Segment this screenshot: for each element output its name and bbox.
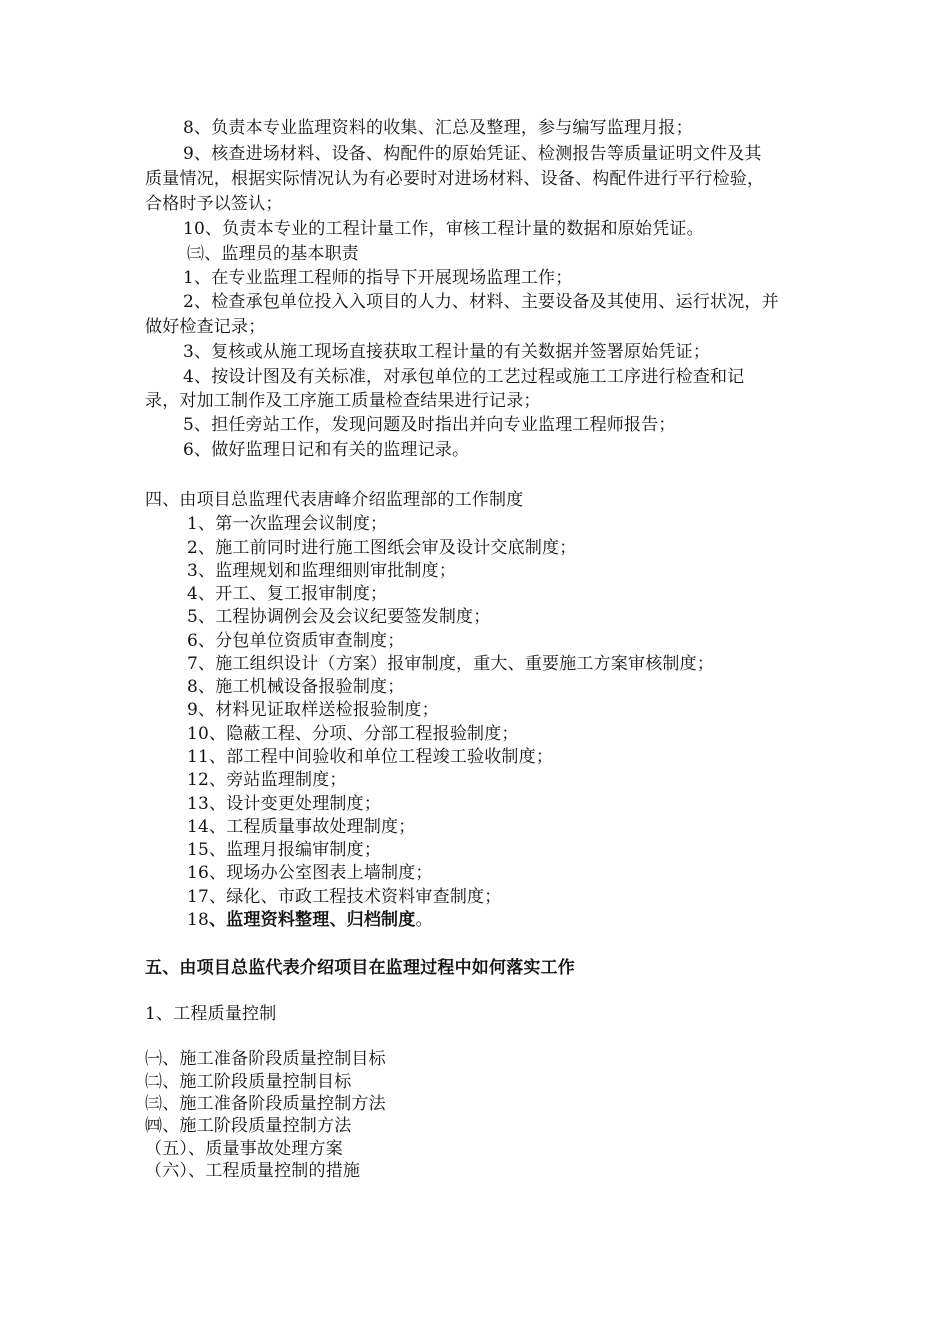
rule-item: 7、施工组织设计（方案）报审制度，重大、重要施工方案审核制度；	[187, 654, 715, 674]
quality-item: ㈡、施工阶段质量控制目标	[145, 1072, 352, 1092]
duty-5: 5、担任旁站工作，发现问题及时指出并向专业监理工程师报告；	[183, 415, 676, 435]
rule-item-18	[187, 908, 433, 932]
rule-item: 2、施工前同时进行施工图纸会审及设计交底制度；	[187, 538, 577, 558]
clause-9-line-3: 合格时予以签认；	[145, 194, 283, 214]
rule-item: 9、材料见证取样送检报验制度；	[187, 700, 439, 720]
rule-item: 14、工程质量事故处理制度；	[187, 817, 416, 837]
rule-item-18-number: 18	[187, 910, 210, 930]
quality-item: （五）、质量事故处理方案	[145, 1139, 343, 1159]
duty-1: 1、在专业监理工程师的指导下开展现场监理工作；	[183, 268, 573, 288]
rule-item: 4、开工、复工报审制度；	[187, 584, 388, 604]
duty-4-line-1: 4、按设计图及有关标准，对承包单位的工艺过程或施工工序进行检查和记	[183, 367, 745, 387]
rule-item: 6、分包单位资质审查制度；	[187, 631, 405, 651]
quality-item: ㈠、施工准备阶段质量控制目标	[145, 1049, 386, 1069]
duty-4-line-2: 录，对加工制作及工序施工质量检查结果进行记录；	[145, 391, 541, 411]
rule-item: 5、工程协调例会及会议纪要签发制度；	[187, 607, 491, 627]
duty-6: 6、做好监理日记和有关的监理记录。	[183, 440, 470, 460]
rule-item: 12、旁站监理制度；	[187, 770, 347, 790]
duty-2-line-1: 2、检查承包单位投入入项目的人力、材料、主要设备及其使用、运行状况，并	[183, 292, 779, 312]
clause-9-line-1: 9、核查进场材料、设备、构配件的原始凭证、检测报告等质量证明文件及其	[183, 144, 762, 164]
rule-item-18-end: 。	[415, 910, 433, 930]
rule-item: 10、隐蔽工程、分项、分部工程报验制度；	[187, 724, 519, 744]
clause-8: 8、负责本专业监理资料的收集、汇总及整理，参与编写监理月报；	[183, 118, 693, 138]
duty-3: 3、复核或从施工现场直接获取工程计量的有关数据并签署原始凭证；	[183, 342, 711, 362]
rule-item: 8、施工机械设备报验制度；	[187, 677, 405, 697]
section-4-heading: 四、由项目总监理代表唐峰介绍监理部的工作制度	[145, 490, 524, 510]
rule-item-18-text: 、监理资料整理、归档制度	[209, 910, 416, 930]
clause-10: 10、负责本专业的工程计量工作，审核工程计量的数据和原始凭证。	[183, 219, 704, 239]
rule-item: 15、监理月报编审制度；	[187, 840, 382, 860]
quality-item: ㈢、施工准备阶段质量控制方法	[145, 1094, 386, 1114]
rule-item: 16、现场办公室图表上墙制度；	[187, 863, 433, 883]
clause-9-line-2: 质量情况，根据实际情况认为有必要时对进场材料、设备、构配件进行平行检验，	[145, 169, 765, 189]
section-5-heading: 五、由项目总监代表介绍项目在监理过程中如何落实工作	[145, 958, 575, 978]
rule-item: 13、设计变更处理制度；	[187, 794, 382, 814]
quality-item: ㈣、施工阶段质量控制方法	[145, 1116, 352, 1136]
rule-item: 11、部工程中间验收和单位工程竣工验收制度；	[187, 747, 554, 767]
rule-item: 17、绿化、市政工程技术资料审查制度；	[187, 887, 502, 907]
rule-item: 3、监理规划和监理细则审批制度；	[187, 561, 457, 581]
quality-item: （六）、工程质量控制的措施	[145, 1161, 361, 1181]
subsection-1-heading: 1、工程质量控制	[145, 1004, 277, 1024]
subsection-3-heading: ㈢、监理员的基本职责	[187, 244, 359, 264]
duty-2-line-2: 做好检查记录；	[145, 317, 266, 337]
rule-item: 1、第一次监理会议制度；	[187, 514, 388, 534]
